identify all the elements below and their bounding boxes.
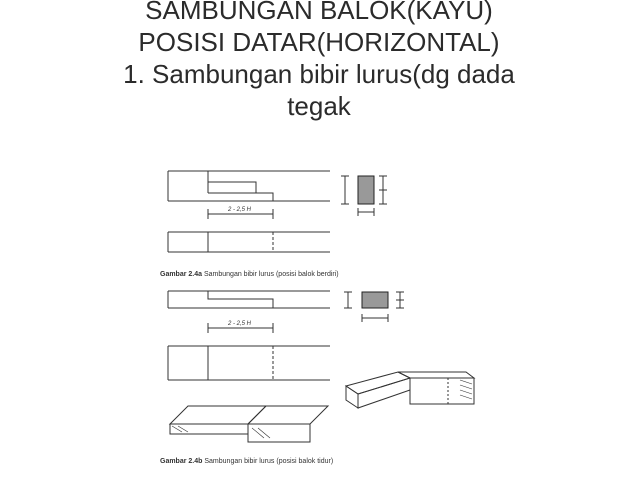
- dimension-label-b: 2 - 2,5 H: [228, 321, 252, 327]
- cross-section-a: [341, 176, 387, 216]
- caption-a: [160, 271, 339, 278]
- caption-b-text: Sambungan bibir lurus (posisi balok tidur): [204, 458, 334, 465]
- beam-elevation-b1: [168, 291, 330, 308]
- isometric-joint-right: [346, 372, 474, 408]
- beam-plan-a2: [168, 232, 330, 252]
- title-line-3: 1. Sambungan bibir lurus(dg dada: [123, 59, 515, 89]
- dimension-label-a: 2 - 2,5 H: [228, 207, 252, 213]
- title-line-1: SAMBUNGAN BALOK(KAYU): [145, 0, 493, 25]
- beam-plan-b2: [168, 346, 330, 380]
- caption-b-label: Gambar 2.4b: [160, 458, 203, 465]
- title-line-4: tegak: [287, 91, 351, 121]
- joint-drawing-figure: [148, 158, 488, 476]
- beam-elevation-a1: [168, 171, 330, 201]
- isometric-joint-left: [170, 406, 328, 442]
- title-line-2: POSISI DATAR(HORIZONTAL): [138, 27, 500, 57]
- technical-drawing: [148, 158, 488, 476]
- cross-section-b: [344, 292, 404, 322]
- caption-a-text: Sambungan bibir lurus (posisi balok berdiri): [203, 271, 339, 278]
- slide-title: [0, 0, 638, 122]
- caption-a-label: Gambar 2.4a: [160, 271, 203, 278]
- caption-b: [160, 458, 333, 465]
